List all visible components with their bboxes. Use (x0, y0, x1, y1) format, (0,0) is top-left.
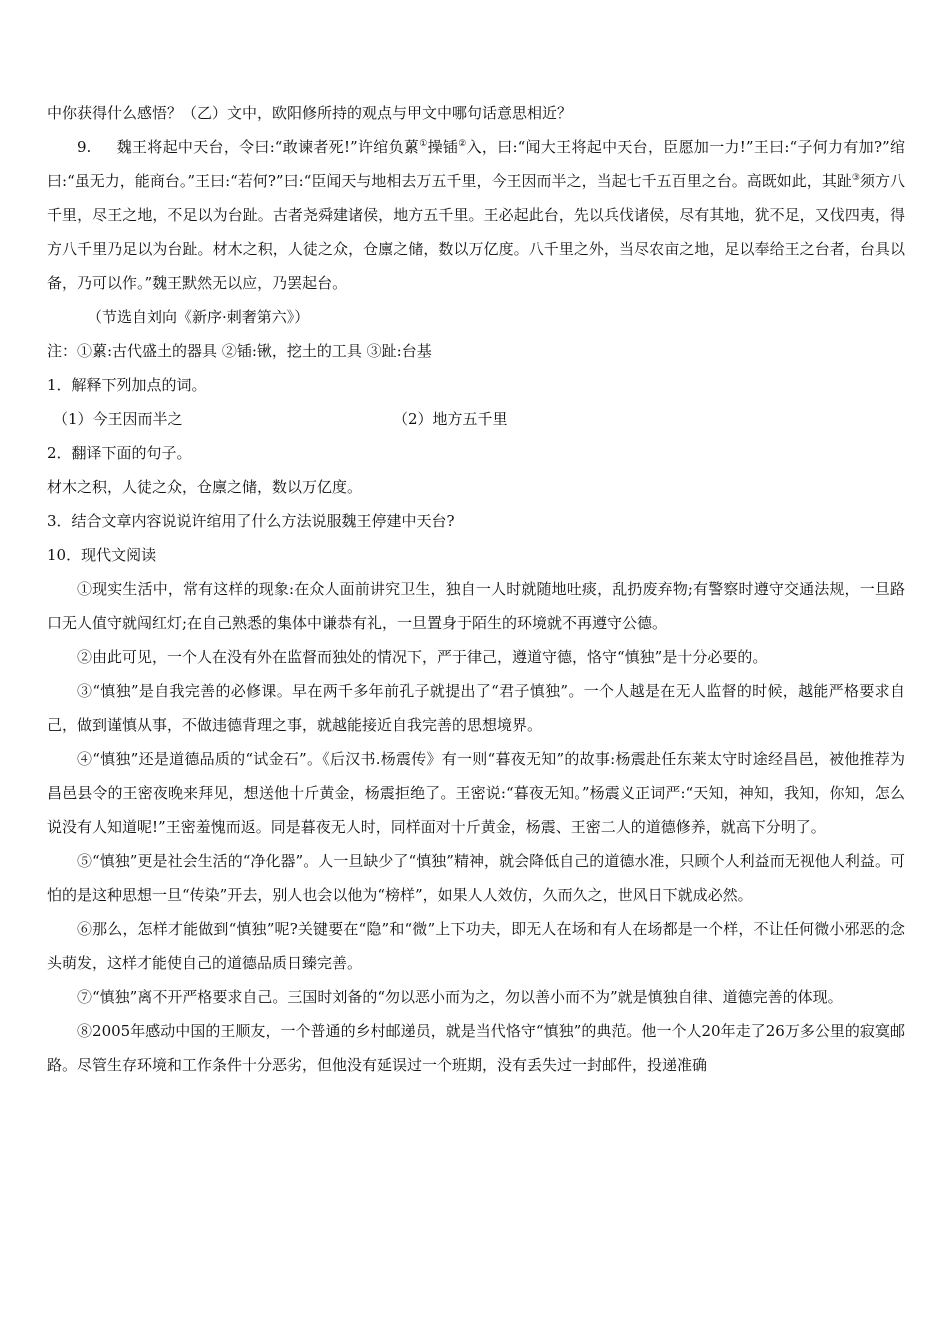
passage-segment-d: 须方八千里，尽王之地，不足以为台趾。古者尧舜建诸侯，地方五千里。王必起此台，先以兵伐诸侯，尽有其地，犹不足，又伐四夷，得方八千里乃足以为台趾。材木之积，人徒之众，仓廪之储，数以万亿度。八千里之外，当尽农亩之地，足以奉给王之台者，台具以备，乃可以作。”魏王默然无以应，乃罢起台。 (47, 172, 905, 292)
footnotes: 注：①蔂:古代盛土的器具 ②锸:锹，挖土的工具 ③趾:台基 (47, 342, 432, 360)
sub-question-1-item-2: （2）地方五千里 (393, 410, 508, 428)
sub-question-1-items (47, 402, 905, 436)
paragraph-2: ②由此可见，一个人在没有外在监督而独处的情况下，严于律己，遵道守德，恪守“慎独”是十分必要的。 (77, 648, 768, 666)
question-9-passage (47, 130, 905, 300)
paragraph-6: ⑥那么，怎样才能做到“慎独”呢?关键要在“隐”和“微”上下功夫，即无人在场和有人在场都是一个样，不让任何微小邪恶的念头萌发，这样才能使自己的道德品质日臻完善。 (47, 920, 905, 972)
paragraph-1: ①现实生活中，常有这样的现象:在众人面前讲究卫生，独自一人时就随地吐痰，乱扔废弃物;有警察时遵守交通法规，一旦路口无人值守就闯红灯;在自己熟悉的集体中谦恭有礼，一旦置身于陌生的环境就不再遵守公德。 (47, 580, 905, 632)
footnote-marker-3: ③ (851, 173, 860, 183)
sub-question-1-item-1: （1）今王因而半之 (53, 410, 183, 428)
footnote-marker-1: ① (419, 139, 428, 149)
paragraph-4: ④“慎独”还是道德品质的“试金石”。《后汉书.杨震传》有一则“暮夜无知”的故事:杨震赴任东莱太守时途经昌邑，被他推荐为昌邑县令的王密夜晚来拜见，想送他十斤黄金，杨震拒绝了。王密说:“暮夜无知。”杨震义正词严:“天知，神知，我知，你知，怎么说没有人知道呢!”王密羞愧而返。同是暮夜无人时，同样面对十斤黄金，杨震、王密二人的道德修养，就高下分明了。 (47, 750, 905, 836)
document-body (47, 96, 905, 1082)
footnote-marker-2: ② (458, 139, 467, 149)
paragraph-5: ⑤“慎独”更是社会生活的“净化器”。人一旦缺少了“慎独”精神，就会降低自己的道德水准，只顾个人利益而无视他人利益。可怕的是这种思想一旦“传染”开去，别人也会以他为“榜样”，如果人人效仿，久而久之，世风日下就成必然。 (47, 852, 905, 904)
passage-segment-c: 入，曰:“闻大王将起中天台，臣愿加一力!”王曰:“子何力有加?”绾曰:“虽无力，能商台。”王曰:“若何?”曰:“臣闻天与地相去万五千里，今王因而半之，当起七千五百里之台。高既如此，其趾 (47, 138, 905, 190)
passage-source: （节选自刘向《新序·刺奢第六》） (87, 308, 310, 326)
sub-question-2-sentence: 材木之积，人徒之众，仓廪之储，数以万亿度。 (47, 478, 363, 496)
paragraph-8: ⑧2005年感动中国的王顺友，一个普通的乡村邮递员，就是当代恪守“慎独”的典范。他一个人20年走了26万多公里的寂寞邮路。尽管生存环境和工作条件十分恶劣，但他没有延误过一个班期，没有丢失过一封邮件，投递准确 (47, 1022, 905, 1074)
passage-segment-b: 操锸 (427, 138, 459, 156)
text-line-continuation: 中你获得什么感悟？（乙）文中，欧阳修所持的观点与甲文中哪句话意思相近？ (47, 104, 573, 122)
sub-question-3: 3．结合文章内容说说许绾用了什么方法说服魏王停建中天台? (47, 512, 455, 530)
paragraph-3: ③“慎独”是自我完善的必修课。早在两千多年前孔子就提出了“君子慎独”。一个人越是在无人监督的时候，越能严格要求自己，做到谨慎从事，不做违德背理之事，就越能接近自我完善的思想境界。 (47, 682, 905, 734)
paragraph-7: ⑦“慎独”离不开严格要求自己。三国时刘备的“勿以恶小而为之，勿以善小而不为”就是慎独自律、道德完善的体现。 (77, 988, 843, 1006)
sub-question-2: 2．翻译下面的句子。 (47, 444, 192, 462)
sub-question-1: 1．解释下列加点的词。 (47, 376, 207, 394)
question-10-heading: 10．现代文阅读 (47, 546, 157, 564)
question-9-number: 9. (77, 138, 92, 156)
passage-segment-a: 魏王将起中天台，令曰:“敢谏者死!”许绾负蔂 (116, 138, 420, 156)
